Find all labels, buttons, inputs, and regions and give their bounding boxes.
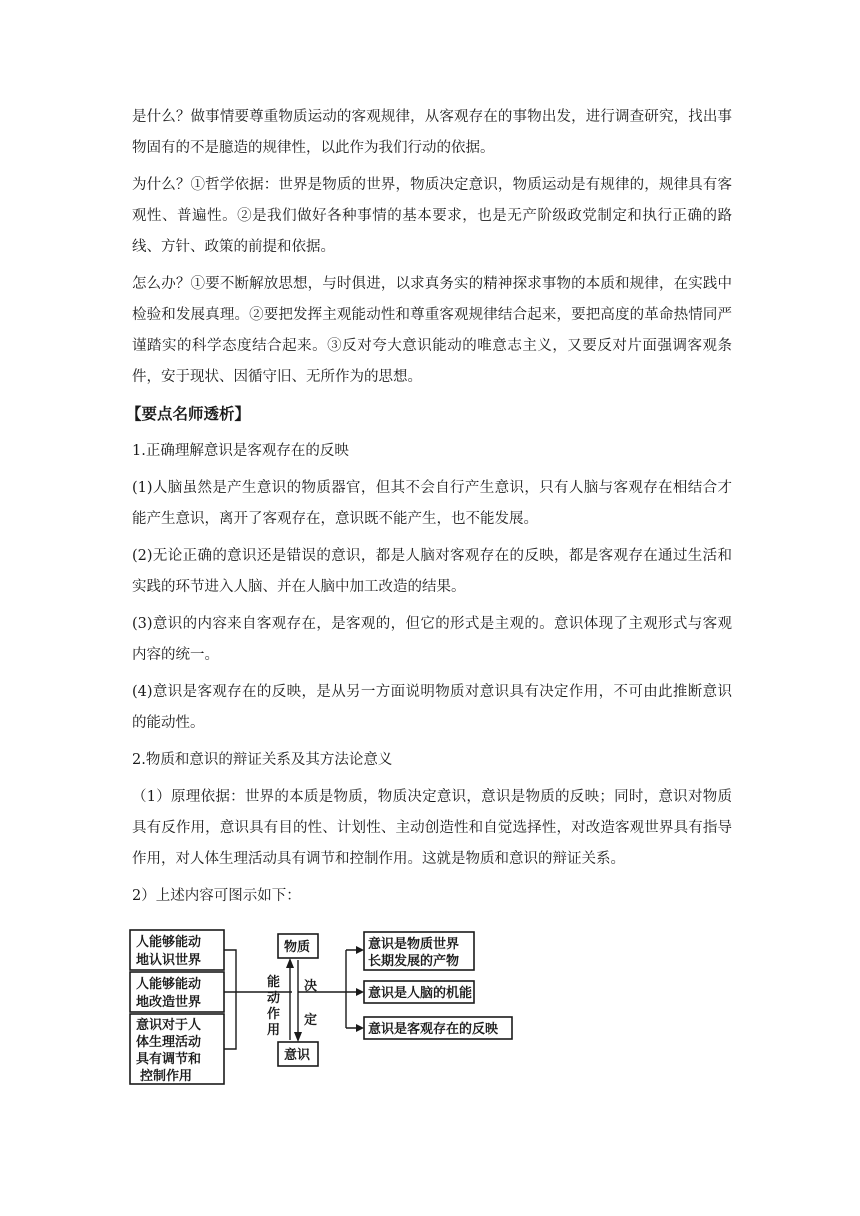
point-2-title: 2.物质和意识的辩证关系及其方法论意义 xyxy=(132,752,393,768)
right-box-3-line-1: 意识是客观存在的反映 xyxy=(368,1022,499,1037)
arrow-left-label-1: 能 xyxy=(267,975,281,990)
left-box-1-line-2: 地认识世界 xyxy=(136,953,202,968)
left-bracket xyxy=(224,950,292,1049)
right-box-2-line-1: 意识是人脑的机能 xyxy=(368,986,473,1001)
arrow-left-label-3: 作 xyxy=(267,1007,281,1022)
point-1-item-4: (4)意识是客观存在的反映，是从另一方面说明物质对意识具有决定作用，不可由此推断意识的能动性。 xyxy=(132,684,732,731)
right-arrow-1-head xyxy=(356,946,364,954)
left-box-2-line-1: 人能够能动 xyxy=(136,977,202,992)
arrow-down-head xyxy=(294,1032,302,1042)
left-box-3-line-2: 体生理活动 xyxy=(136,1035,202,1050)
point-1-title: 1.正确理解意识是客观存在的反映 xyxy=(132,443,349,459)
section-heading: 【要点名师透析】 xyxy=(126,405,251,423)
right-box-1-line-1: 意识是物质世界 xyxy=(368,937,460,952)
arrow-left-label-2: 动 xyxy=(267,991,281,1006)
point-1-item-1: (1)人脑虽然是产生意识的物质器官，但其不会自行产生意识，只有人脑与客观存在相结合才能产生意识，离开了客观存在，意识既不能产生，也不能发展。 xyxy=(132,480,732,527)
center-box-matter-label: 物质 xyxy=(284,940,311,955)
arrow-right-label-2: 定 xyxy=(304,1013,318,1028)
right-arrow-2-head xyxy=(356,988,364,996)
arrow-right-label-1: 决 xyxy=(304,979,318,994)
paragraph-why: 为什么？①哲学依据：世界是物质的世界，物质决定意识，物质运动是有规律的，规律具有客观性、普遍性。②是我们做好各种事情的基本要求，也是无产阶级政党制定和执行正确的路线、方针、政策的前提和依据。 xyxy=(132,177,732,255)
left-box-2-line-2: 地改造世界 xyxy=(136,995,202,1010)
left-box-1-line-1: 人能够能动 xyxy=(136,935,202,950)
diagram-intro: 2）上述内容可图示如下： xyxy=(132,888,301,904)
right-arrow-3-head xyxy=(356,1024,364,1032)
point-1-item-2: (2)无论正确的意识还是错误的意识，都是人脑对客观存在的反映，都是客观存在通过生活和实践的环节进入人脑、并在人脑中加工改造的结果。 xyxy=(132,548,732,595)
left-box-3-line-3: 具有调节和 xyxy=(136,1052,202,1067)
arrow-up-head xyxy=(286,958,294,968)
point-1-item-3: (3)意识的内容来自客观存在，是客观的，但它的形式是主观的。意识体现了主观形式与客观内容的统一。 xyxy=(132,616,732,663)
paragraph-how: 怎么办？①要不断解放思想，与时俱进，以求真务实的精神探求事物的本质和规律，在实践中检验和发展真理。②要把发挥主观能动性和尊重客观规律结合起来，要把高度的革命热情同严谨踏实的科学态度结合起来。③反对夸大意识能动的唯意志主义，又要反对片面强调客观条件，安于现状、因循守旧、无所作为的思想。 xyxy=(132,276,732,385)
center-box-consciousness-label: 意识 xyxy=(284,1048,311,1063)
point-2-item-1: （1）原理依据：世界的本质是物质，物质决定意识，意识是物质的反映；同时，意识对物质具有反作用，意识具有目的性、计划性、主动创造性和自觉选择性，对改造客观世界具有指导作用，对人体生理活动具有调节和控制作用。这就是物质和意识的辩证关系。 xyxy=(132,789,732,867)
paragraph-what: 是什么？做事情要尊重物质运动的客观规律，从客观存在的事物出发，进行调查研究，找出事物固有的不是臆造的规律性，以此作为我们行动的依据。 xyxy=(132,109,732,156)
document-page xyxy=(126,102,732,918)
left-box-3-line-1: 意识对于人 xyxy=(136,1018,202,1033)
concept-diagram xyxy=(126,920,526,1090)
arrow-left-label-4: 用 xyxy=(267,1023,281,1038)
right-box-1-line-2: 长期发展的产物 xyxy=(368,954,460,969)
left-box-3-line-4: 控制作用 xyxy=(140,1069,193,1084)
